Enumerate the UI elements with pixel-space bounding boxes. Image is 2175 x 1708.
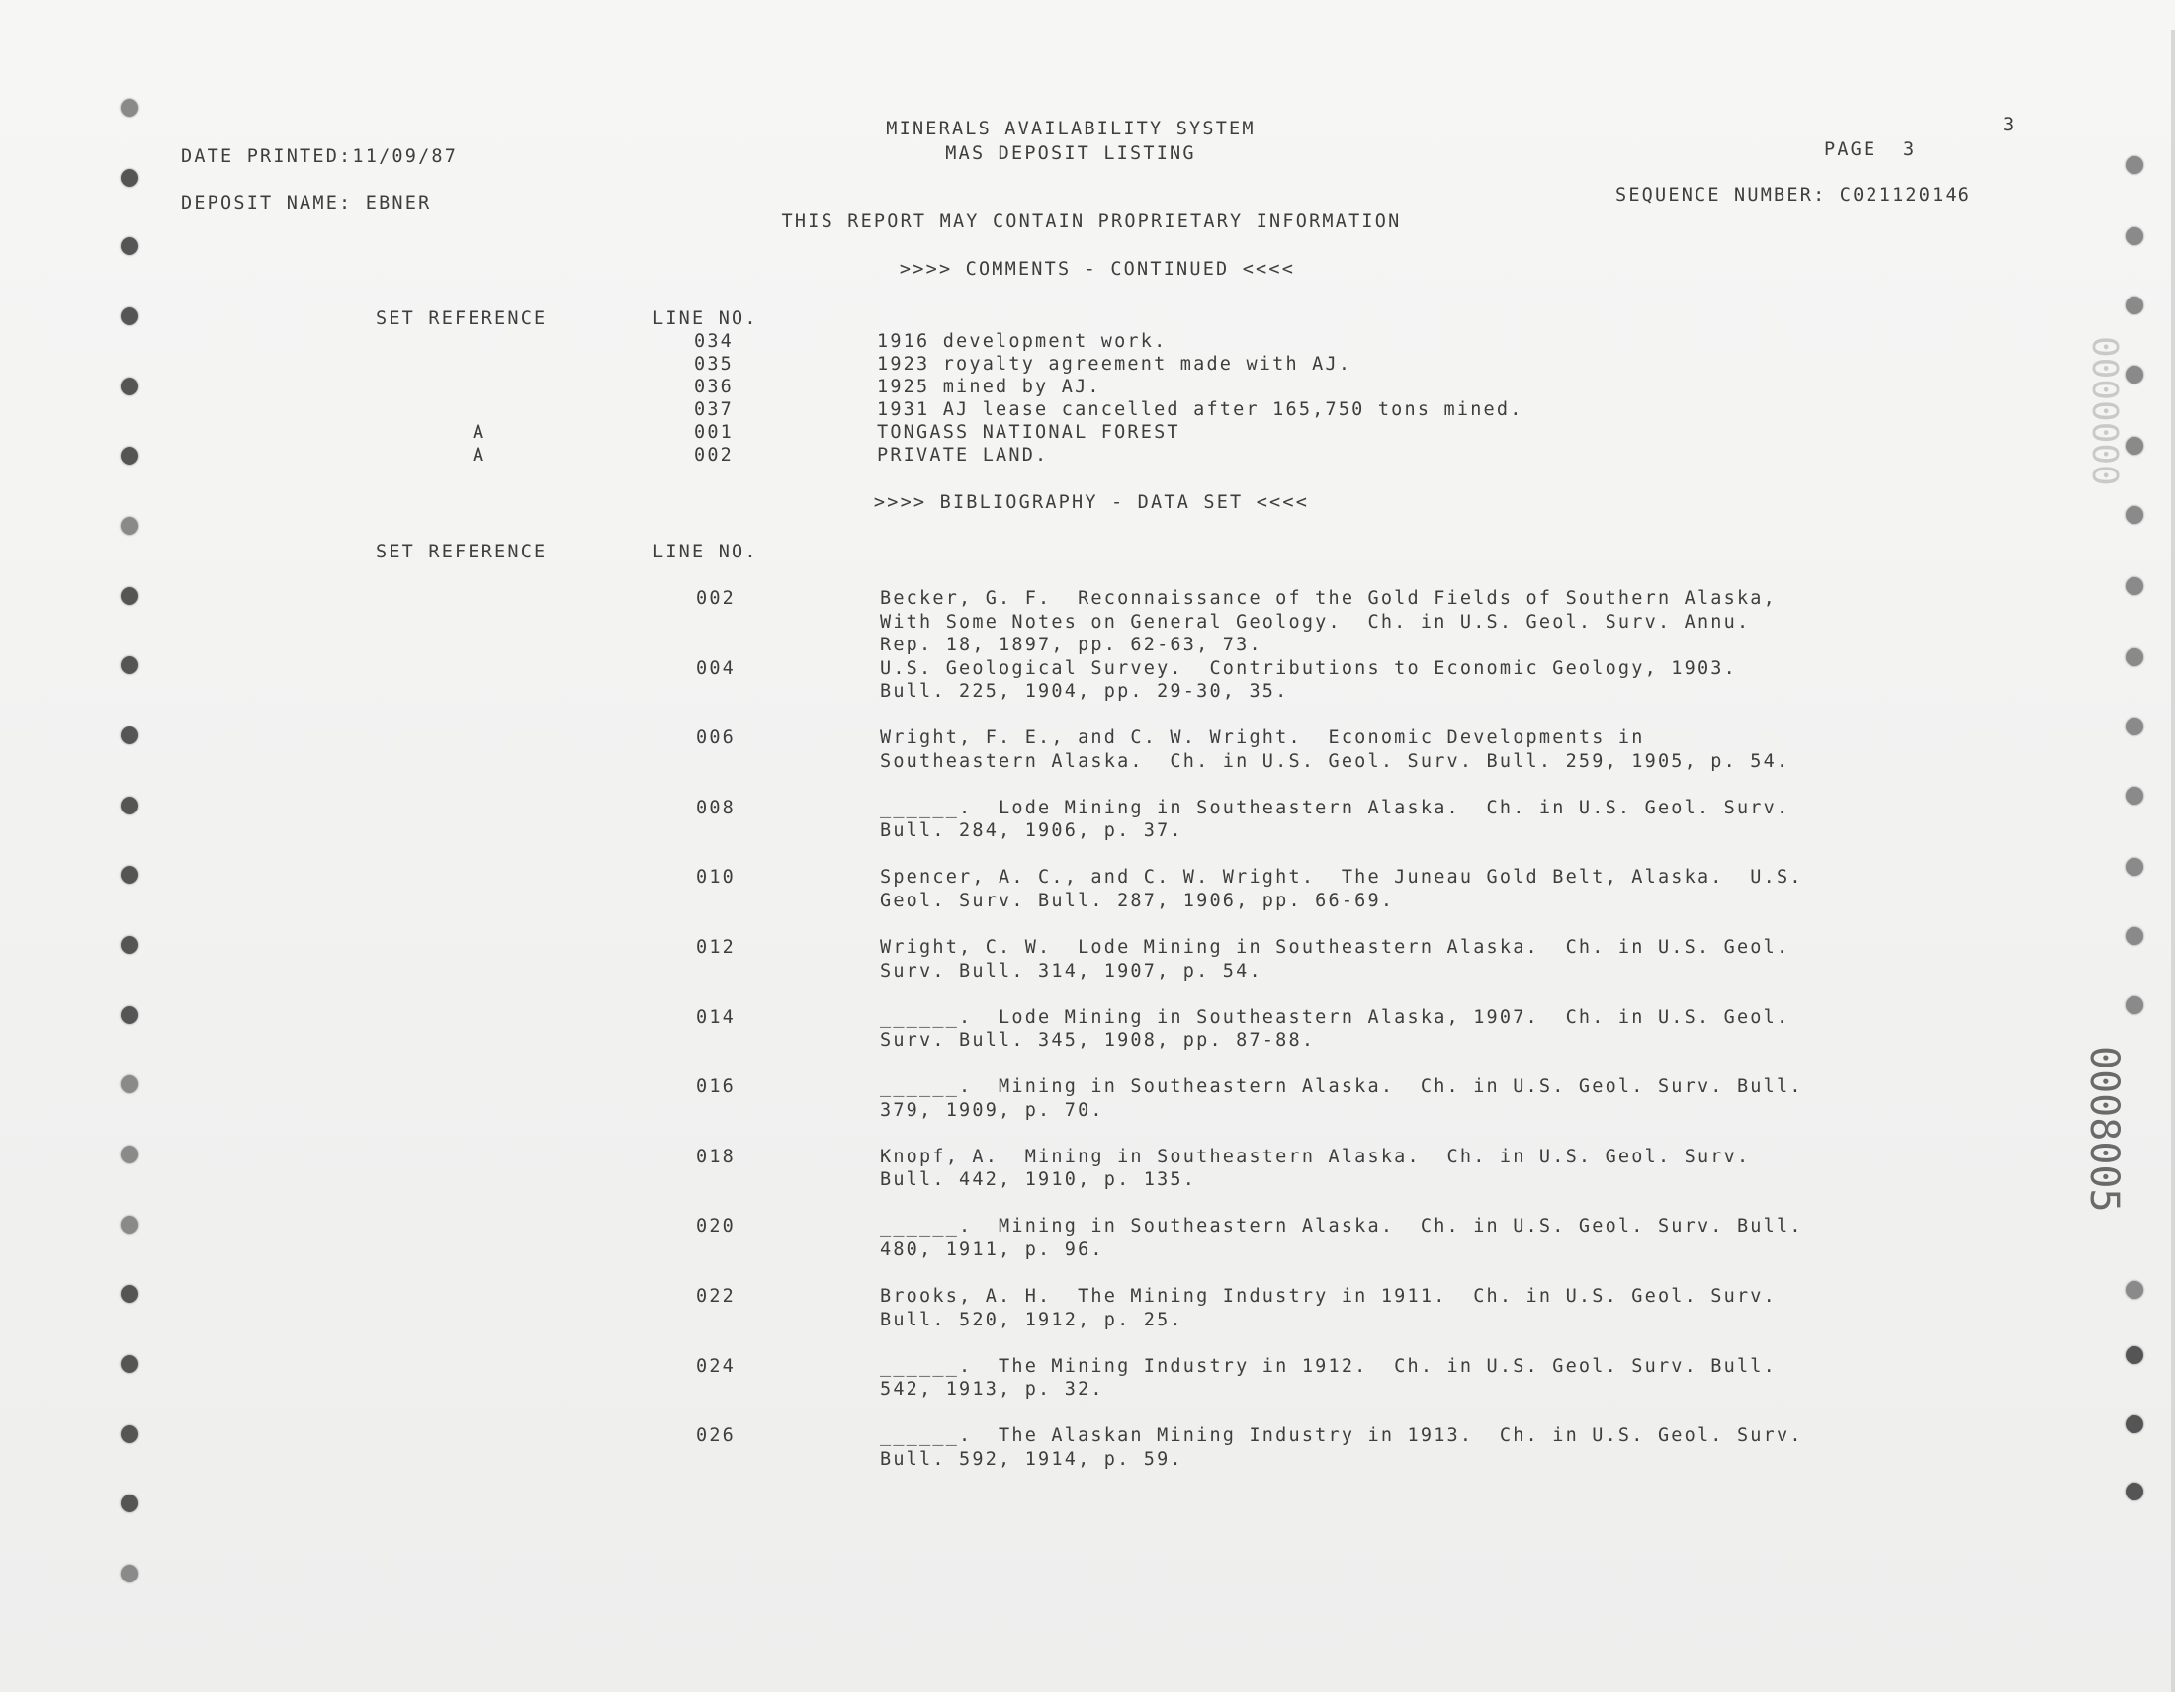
feed-hole: [2126, 577, 2143, 595]
bibliography-text-line: ______. The Mining Industry in 1912. Ch. in U.S. Geol. Surv. Bull.: [880, 1355, 1777, 1377]
comments-col-line-no: LINE NO.: [652, 308, 758, 329]
bibliography-text-line: ______. Mining in Southeastern Alaska. Ch. in U.S. Geol. Surv. Bull.: [880, 1076, 1803, 1098]
feed-hole: [121, 1565, 138, 1582]
feed-hole: [121, 447, 138, 465]
feed-hole: [121, 1425, 138, 1443]
bibliography-line-no: 016: [696, 1076, 737, 1098]
comments-section-title: >>>> COMMENTS - CONTINUED <<<<: [899, 259, 1296, 280]
bibliography-line-no: 020: [696, 1216, 737, 1238]
feed-hole: [2126, 506, 2143, 524]
bibliography-text-line: ______. The Alaskan Mining Industry in 1913. Ch. in U.S. Geol. Surv.: [880, 1425, 1803, 1447]
bibliography-line-no: 010: [696, 867, 737, 889]
bibliography-text-line: Wright, F. E., and C. W. Wright. Economic Developments in: [880, 727, 1645, 749]
listing-title: MAS DEPOSIT LISTING: [945, 143, 1196, 164]
feed-hole: [121, 1006, 138, 1024]
bibliography-line-no: 018: [696, 1146, 737, 1167]
feed-hole: [121, 517, 138, 535]
comments-col-set-reference: SET REFERENCE: [376, 308, 548, 329]
bibliography-text-line: Bull. 225, 1904, pp. 29-30, 35.: [880, 681, 1289, 703]
system-title: MINERALS AVAILABILITY SYSTEM: [886, 119, 1256, 139]
bibliography-col-line-no: LINE NO.: [652, 542, 758, 562]
bibliography-text-line: 379, 1909, p. 70.: [880, 1099, 1104, 1121]
feed-hole: [2126, 366, 2143, 384]
bibliography-text-line: ______. Mining in Southeastern Alaska. Ch. in U.S. Geol. Surv. Bull.: [880, 1216, 1803, 1238]
page-number: PAGE 3: [1824, 139, 1917, 160]
comment-line-no: 002: [694, 445, 735, 466]
bibliography-text-line: Surv. Bull. 314, 1907, p. 54.: [880, 960, 1262, 982]
feed-hole: [121, 1216, 138, 1234]
comment-line-no: 035: [694, 354, 735, 375]
bibliography-text-line: Spencer, A. C., and C. W. Wright. The Juneau Gold Belt, Alaska. U.S.: [880, 867, 1803, 889]
feed-hole: [2126, 1281, 2143, 1299]
feed-hole: [121, 587, 138, 605]
feed-hole: [2126, 787, 2143, 805]
bibliography-text-line: ______. Lode Mining in Southeastern Alaska. Ch. in U.S. Geol. Surv.: [880, 797, 1790, 818]
bibliography-text-line: ______. Lode Mining in Southeastern Alaska, 1907. Ch. in U.S. Geol.: [880, 1006, 1790, 1028]
comment-line-no: 034: [694, 331, 735, 352]
proprietary-notice: THIS REPORT MAY CONTAIN PROPRIETARY INFORMATION: [781, 212, 1402, 232]
bibliography-line-no: 008: [696, 797, 737, 818]
faint-bleed-through-stamp: 0000000: [2084, 336, 2125, 486]
comment-text: 1925 mined by AJ.: [877, 377, 1101, 397]
feed-hole: [121, 169, 138, 187]
comment-text: 1916 development work.: [877, 331, 1168, 352]
bibliography-text-line: Geol. Surv. Bull. 287, 1906, pp. 66-69.: [880, 890, 1395, 911]
comment-line-no: 036: [694, 377, 735, 397]
comment-set: A: [473, 422, 486, 443]
bibliography-text-line: Bull. 592, 1914, p. 59.: [880, 1448, 1183, 1470]
bibliography-text-line: Bull. 442, 1910, p. 135.: [880, 1169, 1197, 1191]
comment-text: PRIVATE LAND.: [877, 445, 1049, 466]
bibliography-text-line: With Some Notes on General Geology. Ch. in U.S. Geol. Surv. Annu.: [880, 611, 1751, 633]
bibliography-line-no: 022: [696, 1286, 737, 1307]
feed-hole: [2126, 437, 2143, 455]
bibliography-text-line: Becker, G. F. Reconnaissance of the Gold Fields of Southern Alaska,: [880, 588, 1777, 609]
feed-hole: [121, 726, 138, 744]
comment-text: TONGASS NATIONAL FOREST: [877, 422, 1180, 443]
feed-hole: [121, 1285, 138, 1303]
bibliography-line-no: 012: [696, 937, 737, 958]
margin-stamp: 0008005: [2081, 1046, 2127, 1213]
bibliography-text-line: 542, 1913, p. 32.: [880, 1379, 1104, 1401]
scan-edge-bottom: [0, 1692, 2175, 1708]
bibliography-col-set-reference: SET REFERENCE: [376, 542, 548, 562]
comment-set: A: [473, 445, 486, 466]
feed-hole: [121, 1494, 138, 1512]
feed-hole: [2126, 1415, 2143, 1433]
feed-hole: [2126, 156, 2143, 174]
comment-line-no: 001: [694, 422, 735, 443]
comment-line-no: 037: [694, 399, 735, 420]
bibliography-text-line: Wright, C. W. Lode Mining in Southeastern Alaska. Ch. in U.S. Geol.: [880, 937, 1790, 958]
bibliography-line-no: 014: [696, 1006, 737, 1028]
feed-hole: [121, 656, 138, 674]
bibliography-text-line: Southeastern Alaska. Ch. in U.S. Geol. Surv. Bull. 259, 1905, p. 54.: [880, 750, 1790, 772]
feed-hole: [2126, 996, 2143, 1014]
feed-hole: [121, 307, 138, 325]
scan-edge-right: [2171, 30, 2175, 1708]
feed-hole: [121, 1075, 138, 1093]
bibliography-line-no: 004: [696, 657, 737, 679]
bibliography-line-no: 006: [696, 727, 737, 749]
bibliography-text-line: Rep. 18, 1897, pp. 62-63, 73.: [880, 635, 1262, 655]
feed-hole: [121, 237, 138, 255]
bibliography-text-line: Bull. 520, 1912, p. 25.: [880, 1309, 1183, 1330]
bibliography-line-no: 026: [696, 1425, 737, 1447]
sequence-number: SEQUENCE NUMBER: C021120146: [1615, 185, 1972, 206]
bibliography-text-line: 480, 1911, p. 96.: [880, 1238, 1104, 1260]
bibliography-section-title: >>>> BIBLIOGRAPHY - DATA SET <<<<: [873, 492, 1310, 513]
bibliography-text-line: Bull. 284, 1906, p. 37.: [880, 820, 1183, 842]
feed-hole: [121, 797, 138, 814]
bibliography-text-line: Brooks, A. H. The Mining Industry in 1911. Ch. in U.S. Geol. Surv.: [880, 1286, 1777, 1307]
feed-hole: [2126, 648, 2143, 666]
feed-hole: [121, 866, 138, 884]
feed-hole: [121, 378, 138, 395]
bibliography-text-line: Surv. Bull. 345, 1908, pp. 87-88.: [880, 1030, 1316, 1052]
comment-text: 1931 AJ lease cancelled after 165,750 tons mined.: [877, 399, 1523, 420]
feed-hole: [2126, 1483, 2143, 1500]
feed-hole: [2126, 858, 2143, 876]
feed-hole: [121, 1146, 138, 1163]
date-printed: DATE PRINTED:11/09/87: [181, 146, 459, 167]
feed-hole: [2126, 927, 2143, 945]
bibliography-text-line: U.S. Geological Survey. Contributions to Economic Geology, 1903.: [880, 657, 1737, 679]
feed-hole: [2126, 1346, 2143, 1364]
feed-hole: [2126, 227, 2143, 245]
comment-text: 1923 royalty agreement made with AJ.: [877, 354, 1352, 375]
deposit-name: DEPOSIT NAME: EBNER: [181, 193, 432, 214]
corner-page-number: 3: [2003, 115, 2017, 135]
bibliography-text-line: Knopf, A. Mining in Southeastern Alaska. Ch. in U.S. Geol. Surv.: [880, 1146, 1751, 1167]
bibliography-line-no: 002: [696, 588, 737, 609]
feed-hole: [121, 936, 138, 954]
bibliography-line-no: 024: [696, 1355, 737, 1377]
feed-hole: [2126, 297, 2143, 314]
feed-hole: [2126, 718, 2143, 735]
feed-hole: [121, 1355, 138, 1373]
feed-hole: [121, 99, 138, 117]
